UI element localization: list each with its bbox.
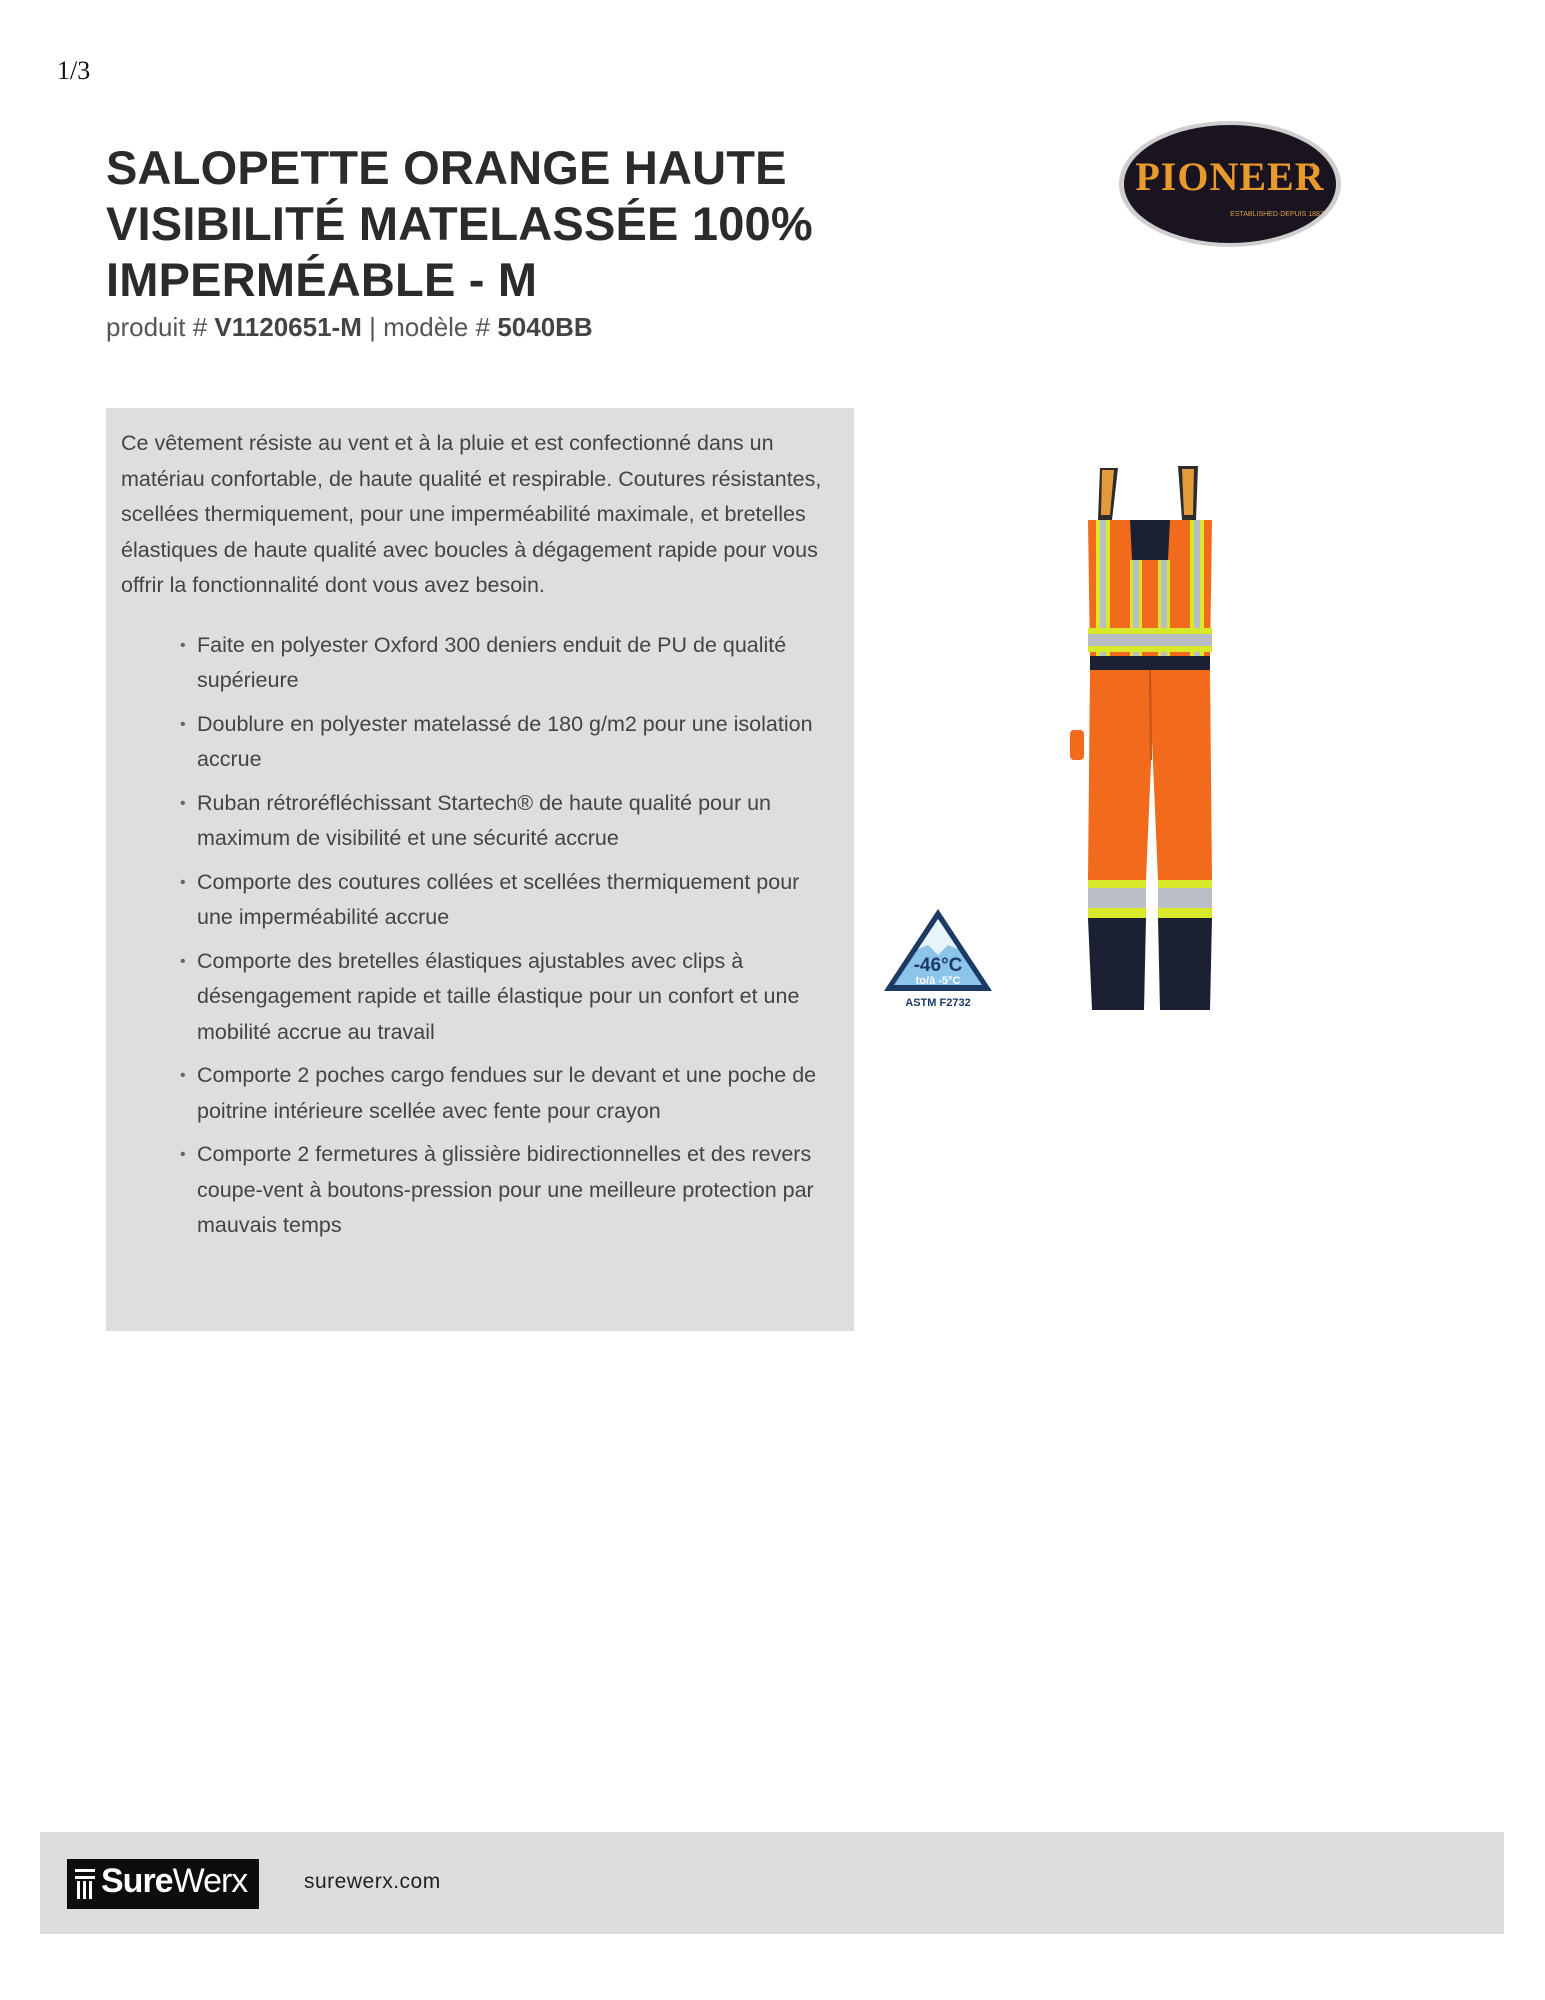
- svg-text:PIONEER: PIONEER: [1135, 154, 1325, 199]
- product-code: V1120651-M: [214, 312, 362, 342]
- product-image: [1060, 460, 1240, 1020]
- model-label: modèle #: [383, 312, 491, 342]
- feature-item: • Comporte 2 poches cargo fendues sur le devant et une poche de poitrine intérieure scellée avec fente pour crayon: [181, 1058, 834, 1129]
- feature-item: • Comporte des coutures collées et scellées thermiquement pour une imperméabilité accrue: [181, 865, 834, 936]
- product-identifiers: [106, 312, 593, 343]
- feature-item: • Ruban rétroréfléchissant Startech® de haute qualité pour un maximum de visibilité et une sécurité accrue: [181, 786, 834, 857]
- description-panel: [106, 408, 854, 1331]
- badge-standard: ASTM F2732: [905, 997, 971, 1009]
- product-title: [106, 140, 866, 308]
- title-line: VISIBILITÉ MATELASSÉE 100%: [106, 197, 813, 250]
- surewerx-mark-icon: [73, 1867, 97, 1901]
- footer-url[interactable]: surewerx.com: [304, 1870, 441, 1893]
- product-description: Ce vêtement résiste au vent et à la pluie et est confectionné dans un matériau confortable, de haute qualité et respirable. Coutures résistantes, scellées thermiquement, pour une imperméabilité maximale, et bretelles élastiques de haute qualité avec boucles à dégagement rapide pour vous offrir la fonctionnalité dont vous avez besoin.: [121, 431, 822, 597]
- pioneer-logo: [1117, 118, 1343, 250]
- feature-list: [121, 628, 834, 1244]
- title-line: SALOPETTE ORANGE HAUTE: [106, 141, 787, 194]
- badge-range: to/à -5°C: [915, 975, 961, 987]
- badge-temp: -46°C: [913, 955, 963, 976]
- model-code: 5040BB: [497, 312, 593, 342]
- separator: |: [369, 312, 376, 342]
- title-line: IMPERMÉABLE - M: [106, 253, 538, 306]
- feature-item: • Doublure en polyester matelassé de 180 g/m2 pour une isolation accrue: [181, 707, 834, 778]
- feature-item: • Comporte 2 fermetures à glissière bidirectionnelles et des revers coupe-vent à boutons-pression pour une meilleure protection par mauvais temps: [181, 1137, 834, 1244]
- feature-item: • Faite en polyester Oxford 300 deniers enduit de PU de qualité supérieure: [181, 628, 834, 699]
- svg-text:ESTABLISHED·DEPUIS 1887: ESTABLISHED·DEPUIS 1887: [1230, 211, 1324, 218]
- temperature-rating-badge: [880, 905, 996, 1015]
- feature-item: • Comporte des bretelles élastiques ajustables avec clips à désengagement rapide et taille élastique pour un confort et une mobilité accrue au travail: [181, 944, 834, 1051]
- product-label: produit #: [106, 312, 208, 342]
- surewerx-wordmark: SureWerx: [101, 1862, 248, 1900]
- page-number: 1/3: [57, 56, 91, 85]
- surewerx-logo: [67, 1859, 259, 1909]
- footer: [40, 1832, 1504, 1934]
